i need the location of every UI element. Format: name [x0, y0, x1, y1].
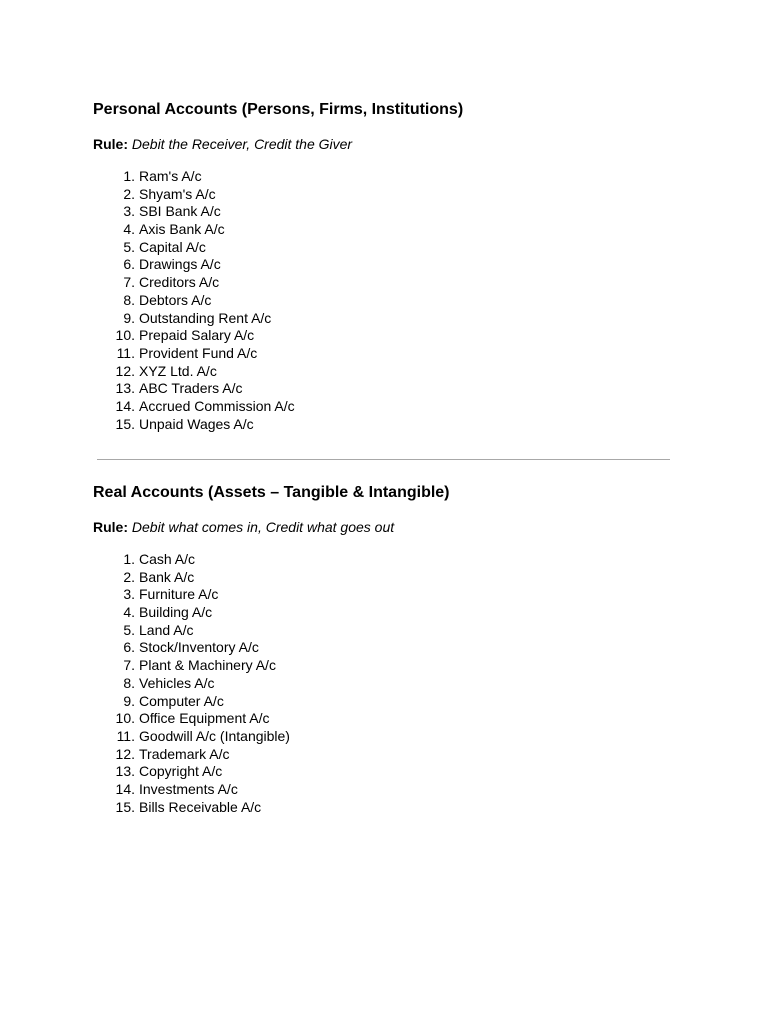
section-divider — [97, 459, 670, 460]
item-text: Vehicles A/c — [139, 674, 215, 691]
rule-text: Debit what comes in, Credit what goes out — [131, 519, 395, 535]
item-number: 14. — [115, 780, 135, 797]
item-number: 7. — [123, 657, 135, 674]
item-text: Bank A/c — [139, 568, 195, 585]
item-text: Stock/Inventory A/c — [139, 639, 259, 656]
item-text: Unpaid Wages A/c — [139, 415, 254, 432]
item-number: 2. — [123, 185, 135, 202]
item-text: Drawings A/c — [139, 256, 221, 273]
item-text: Debtors A/c — [139, 291, 212, 308]
item-text: Trademark A/c — [139, 745, 230, 762]
real-accounts-rule — [93, 518, 394, 536]
item-number: 1. — [123, 168, 135, 184]
item-number: 11. — [116, 344, 135, 361]
item-text: Office Equipment A/c — [139, 710, 270, 727]
item-number: 10. — [115, 710, 135, 727]
item-number: 10. — [115, 327, 135, 344]
item-text: Plant & Machinery A/c — [139, 657, 276, 674]
item-number: 4. — [123, 604, 135, 621]
item-number: 11. — [116, 727, 135, 744]
item-number: 9. — [123, 309, 135, 326]
rule-text: Debit the Receiver, Credit the Giver — [131, 136, 353, 152]
item-number: 2. — [123, 568, 135, 585]
item-text: Creditors A/c — [139, 274, 220, 291]
item-number: 4. — [123, 221, 135, 238]
item-text: Furniture A/c — [139, 586, 219, 603]
real-accounts-heading: Real Accounts (Assets – Tangible & Intangible) — [93, 484, 450, 501]
item-text: XYZ Ltd. A/c — [139, 362, 217, 379]
rule-label: Rule: — [93, 136, 128, 152]
item-number: 6. — [123, 256, 135, 273]
item-text: Computer A/c — [139, 692, 224, 709]
item-number: 5. — [123, 621, 135, 638]
item-number: 15. — [115, 798, 135, 815]
item-text: ABC Traders A/c — [139, 380, 243, 397]
item-text: Prepaid Salary A/c — [139, 327, 255, 344]
item-number: 7. — [123, 274, 135, 291]
item-number: 9. — [123, 692, 135, 709]
item-number: 1. — [123, 551, 135, 567]
item-text: Axis Bank A/c — [139, 221, 225, 238]
item-text: Capital A/c — [139, 238, 206, 255]
item-number: 12. — [115, 362, 135, 379]
item-text: Outstanding Rent A/c — [139, 309, 272, 326]
rule-label: Rule: — [93, 519, 128, 535]
item-text: Ram's A/c — [139, 168, 202, 184]
item-number: 8. — [123, 291, 135, 308]
item-number: 15. — [115, 415, 135, 432]
item-number: 3. — [123, 203, 135, 220]
item-text: Provident Fund A/c — [139, 344, 258, 361]
personal-accounts-rule — [93, 135, 352, 153]
item-number: 8. — [123, 674, 135, 691]
item-text: Building A/c — [139, 604, 213, 621]
item-text: Goodwill A/c (Intangible) — [139, 727, 290, 744]
item-number: 13. — [115, 380, 135, 397]
item-number: 13. — [115, 763, 135, 780]
personal-accounts-heading: Personal Accounts (Persons, Firms, Institutions) — [93, 101, 464, 118]
item-text: Bills Receivable A/c — [139, 798, 262, 815]
item-text: Accrued Commission A/c — [139, 397, 295, 414]
item-number: 6. — [123, 639, 135, 656]
item-text: Land A/c — [139, 621, 194, 638]
item-number: 3. — [123, 586, 135, 603]
item-text: Shyam's A/c — [139, 185, 216, 202]
item-number: 5. — [123, 238, 135, 255]
item-text: Cash A/c — [139, 551, 196, 567]
item-text: Copyright A/c — [139, 763, 223, 780]
item-text: SBI Bank A/c — [139, 203, 221, 220]
item-number: 12. — [115, 745, 135, 762]
item-number: 14. — [115, 397, 135, 414]
item-text: Investments A/c — [139, 780, 238, 797]
